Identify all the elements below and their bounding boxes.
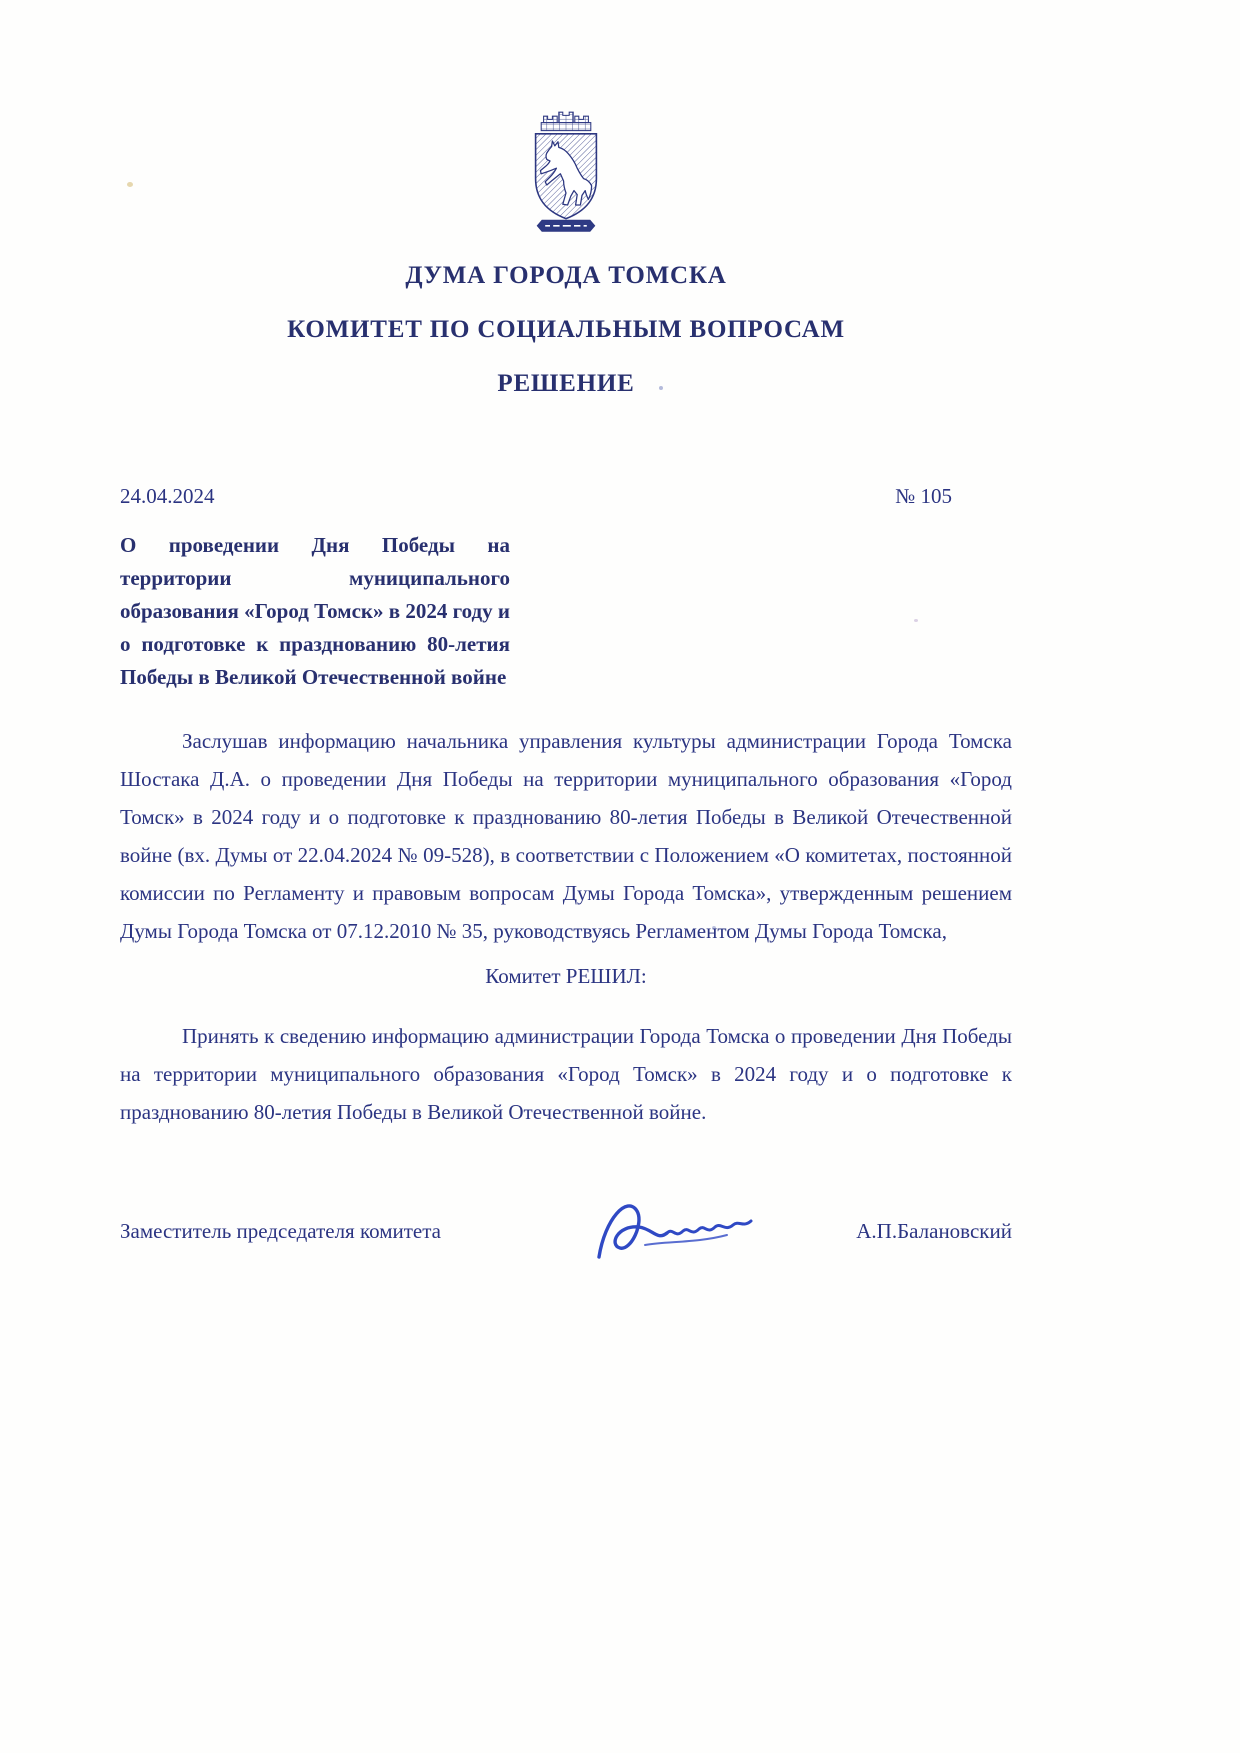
document-content	[120, 0, 1012, 1277]
signer-name: А.П.Балановский	[856, 1218, 1012, 1243]
signer-position: Заместитель председателя комитета	[120, 1218, 441, 1243]
handwritten-signature-icon	[587, 1185, 767, 1277]
document-type-title: РЕШЕНИЕ	[497, 370, 635, 397]
committee-title: КОМИТЕТ ПО СОЦИАЛЬНЫМ ВОПРОСАМ	[287, 316, 845, 343]
document-number: № 105	[895, 484, 952, 508]
tomsk-coat-of-arms-icon	[518, 92, 614, 254]
resolution-heading: Комитет РЕШИЛ:	[485, 964, 647, 988]
meta-row	[120, 484, 1012, 509]
document-subject: О проведении Дня Победы на территории муниципального образования «Город Томск» в 2024 году и о подготовке к празднованию 80-летия Победы в Великой Отечественной войне	[120, 533, 510, 689]
resolution-paragraph: Принять к сведению информацию администрации Города Томска о проведении Дня Победы на территории муниципального образования «Город Томск» в 2024 году и о подготовке к празднованию 80-летия Победы в Великой Отечественной войне.	[120, 1024, 1012, 1124]
signature-row	[120, 1185, 1012, 1277]
organization-title: ДУМА ГОРОДА ТОМСКА	[405, 262, 727, 289]
preamble-paragraph: Заслушав информацию начальника управления культуры администрации Города Томска Шостака Д.А. о проведении Дня Победы на территории муниципального образования «Город Томск» в 2024 году и о подготовке к празднованию 80-летия Победы в Великой Отечественной войне (вх. Думы от 22.04.2024 № 09-528), в соответствии с Положением «О комитетах, постоянной комиссии по Регламенту и правовым вопросам Думы Города Томска», утвержденным решением Думы Города Томска от 07.12.2010 № 35, руководствуясь Регламентом Думы Города Томска,	[120, 729, 1012, 943]
document-date: 24.04.2024	[120, 484, 215, 508]
